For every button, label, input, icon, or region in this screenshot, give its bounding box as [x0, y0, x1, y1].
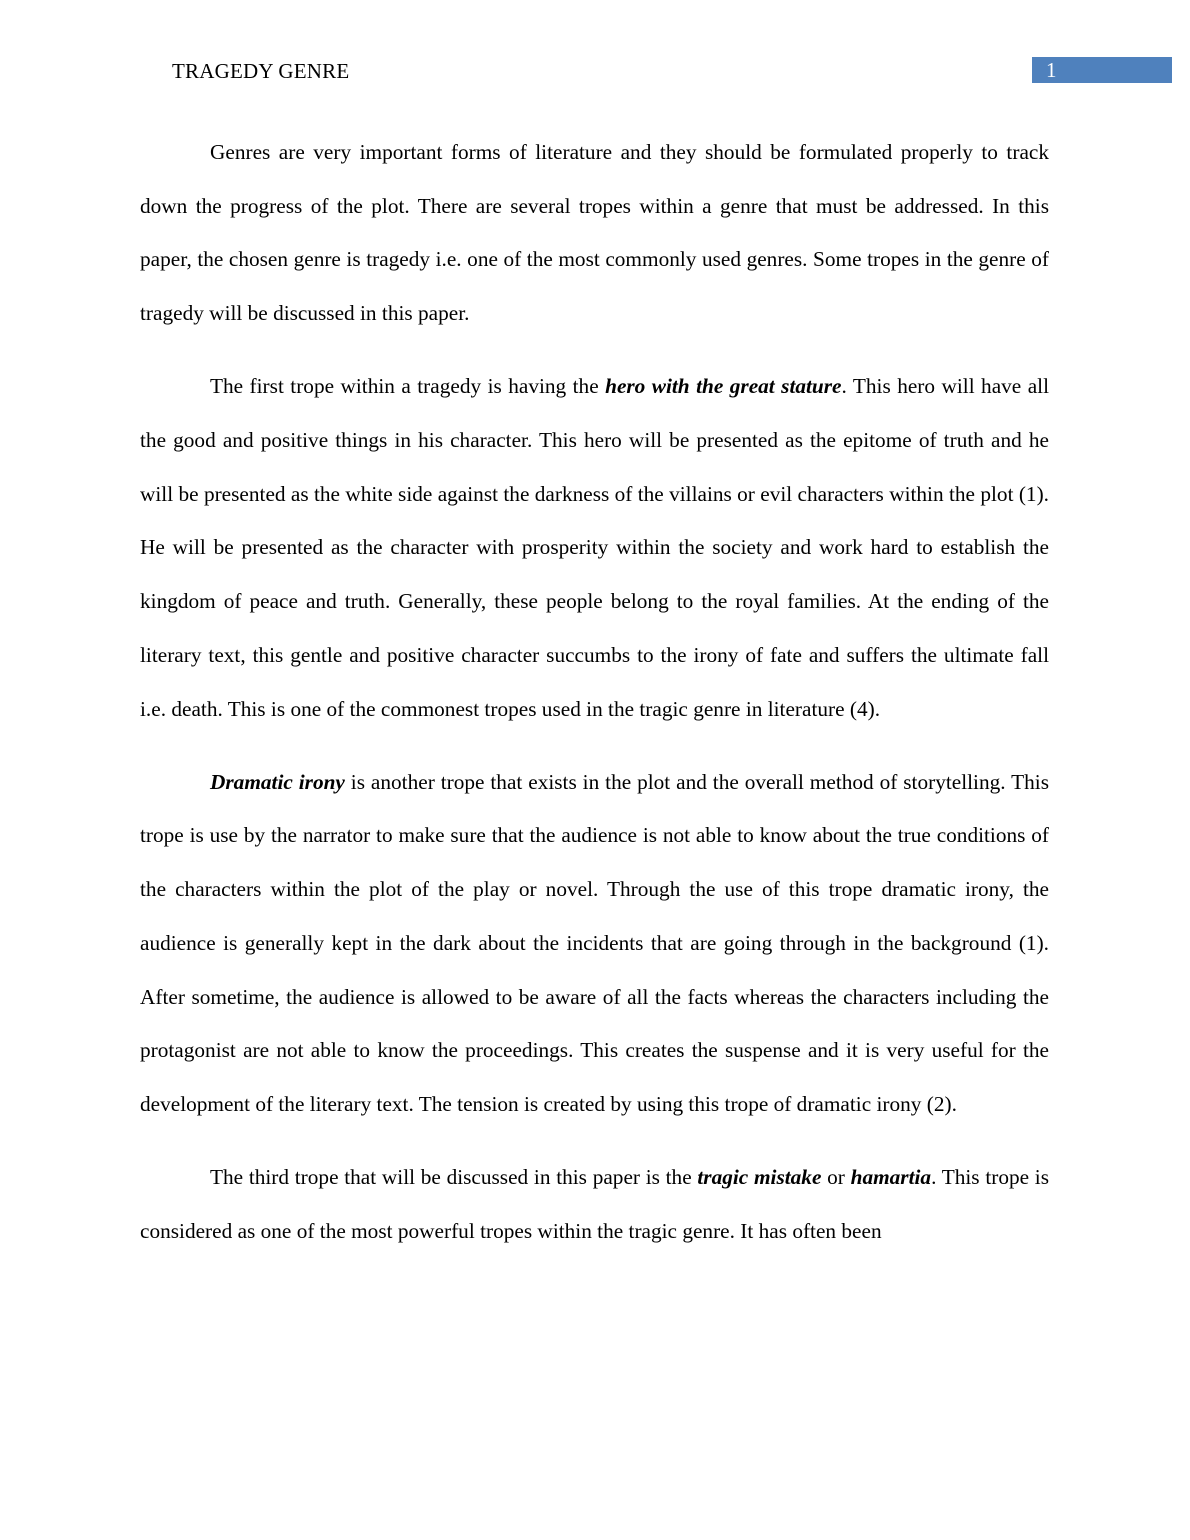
page-number: 1 [1046, 58, 1057, 82]
paragraph-text: . This trope is considered as one of the most powerful tropes within the tragic genre. It has often been [140, 1165, 1049, 1243]
paragraph-intro [140, 126, 1049, 341]
key-term: Dramatic irony [210, 769, 345, 794]
key-term: hero with the great stature [605, 374, 842, 399]
key-term: tragic mistake [697, 1165, 822, 1190]
paragraph-text: is another trope that exists in the plot and the overall method of storytelling. This trope is use by the narrator to make sure that the audience is not able to know about the true conditions of the characters within the plot of the play or novel. Through the use of this trope dramatic irony, the audience is generally kept in the dark about the incidents that are going through in the background (1). After sometime, the audience is allowed to be aware of all the facts whereas the characters including the protagonist are not able to know the proceedings. This creates the suspense and it is very useful for the development of the literary text. The tension is created by using this trope of dramatic irony (2). [140, 769, 1049, 1116]
paragraph-text: or [821, 1165, 851, 1190]
document-body [140, 126, 1049, 1278]
key-term: hamartia [850, 1165, 932, 1190]
paragraph-hero [140, 360, 1049, 736]
page-number-box [1032, 57, 1172, 83]
paragraph-text: Genres are very important forms of literature and they should be formulated properly to track down the progress of the plot. There are several tropes within a genre that must be addressed. In this paper, the chosen genre is tragedy i.e. one of the most commonly used genres. Some tropes in the genre of tragedy will be discussed in this paper. [140, 140, 1049, 326]
paragraph-text: The first trope within a tragedy is having the [210, 374, 606, 399]
running-head: TRAGEDY GENRE [172, 59, 350, 83]
paragraph-text: . This hero will have all the good and positive things in his character. This hero will be presented as the epitome of truth and he will be presented as the white side against the darkness of the villains or evil characters within the plot (1). He will be presented as the character with prosperity within the society and work hard to establish the kingdom of peace and truth. Generally, these people belong to the royal families. At the ending of the literary text, this gentle and positive character succumbs to the irony of fate and suffers the ultimate fall i.e. death. This is one of the commonest tropes used in the tragic genre in literature (4). [140, 374, 1049, 721]
paragraph-text: The third trope that will be discussed in this paper is the [210, 1165, 698, 1190]
paragraph-hamartia [140, 1151, 1049, 1258]
paragraph-dramatic-irony [140, 756, 1049, 1132]
